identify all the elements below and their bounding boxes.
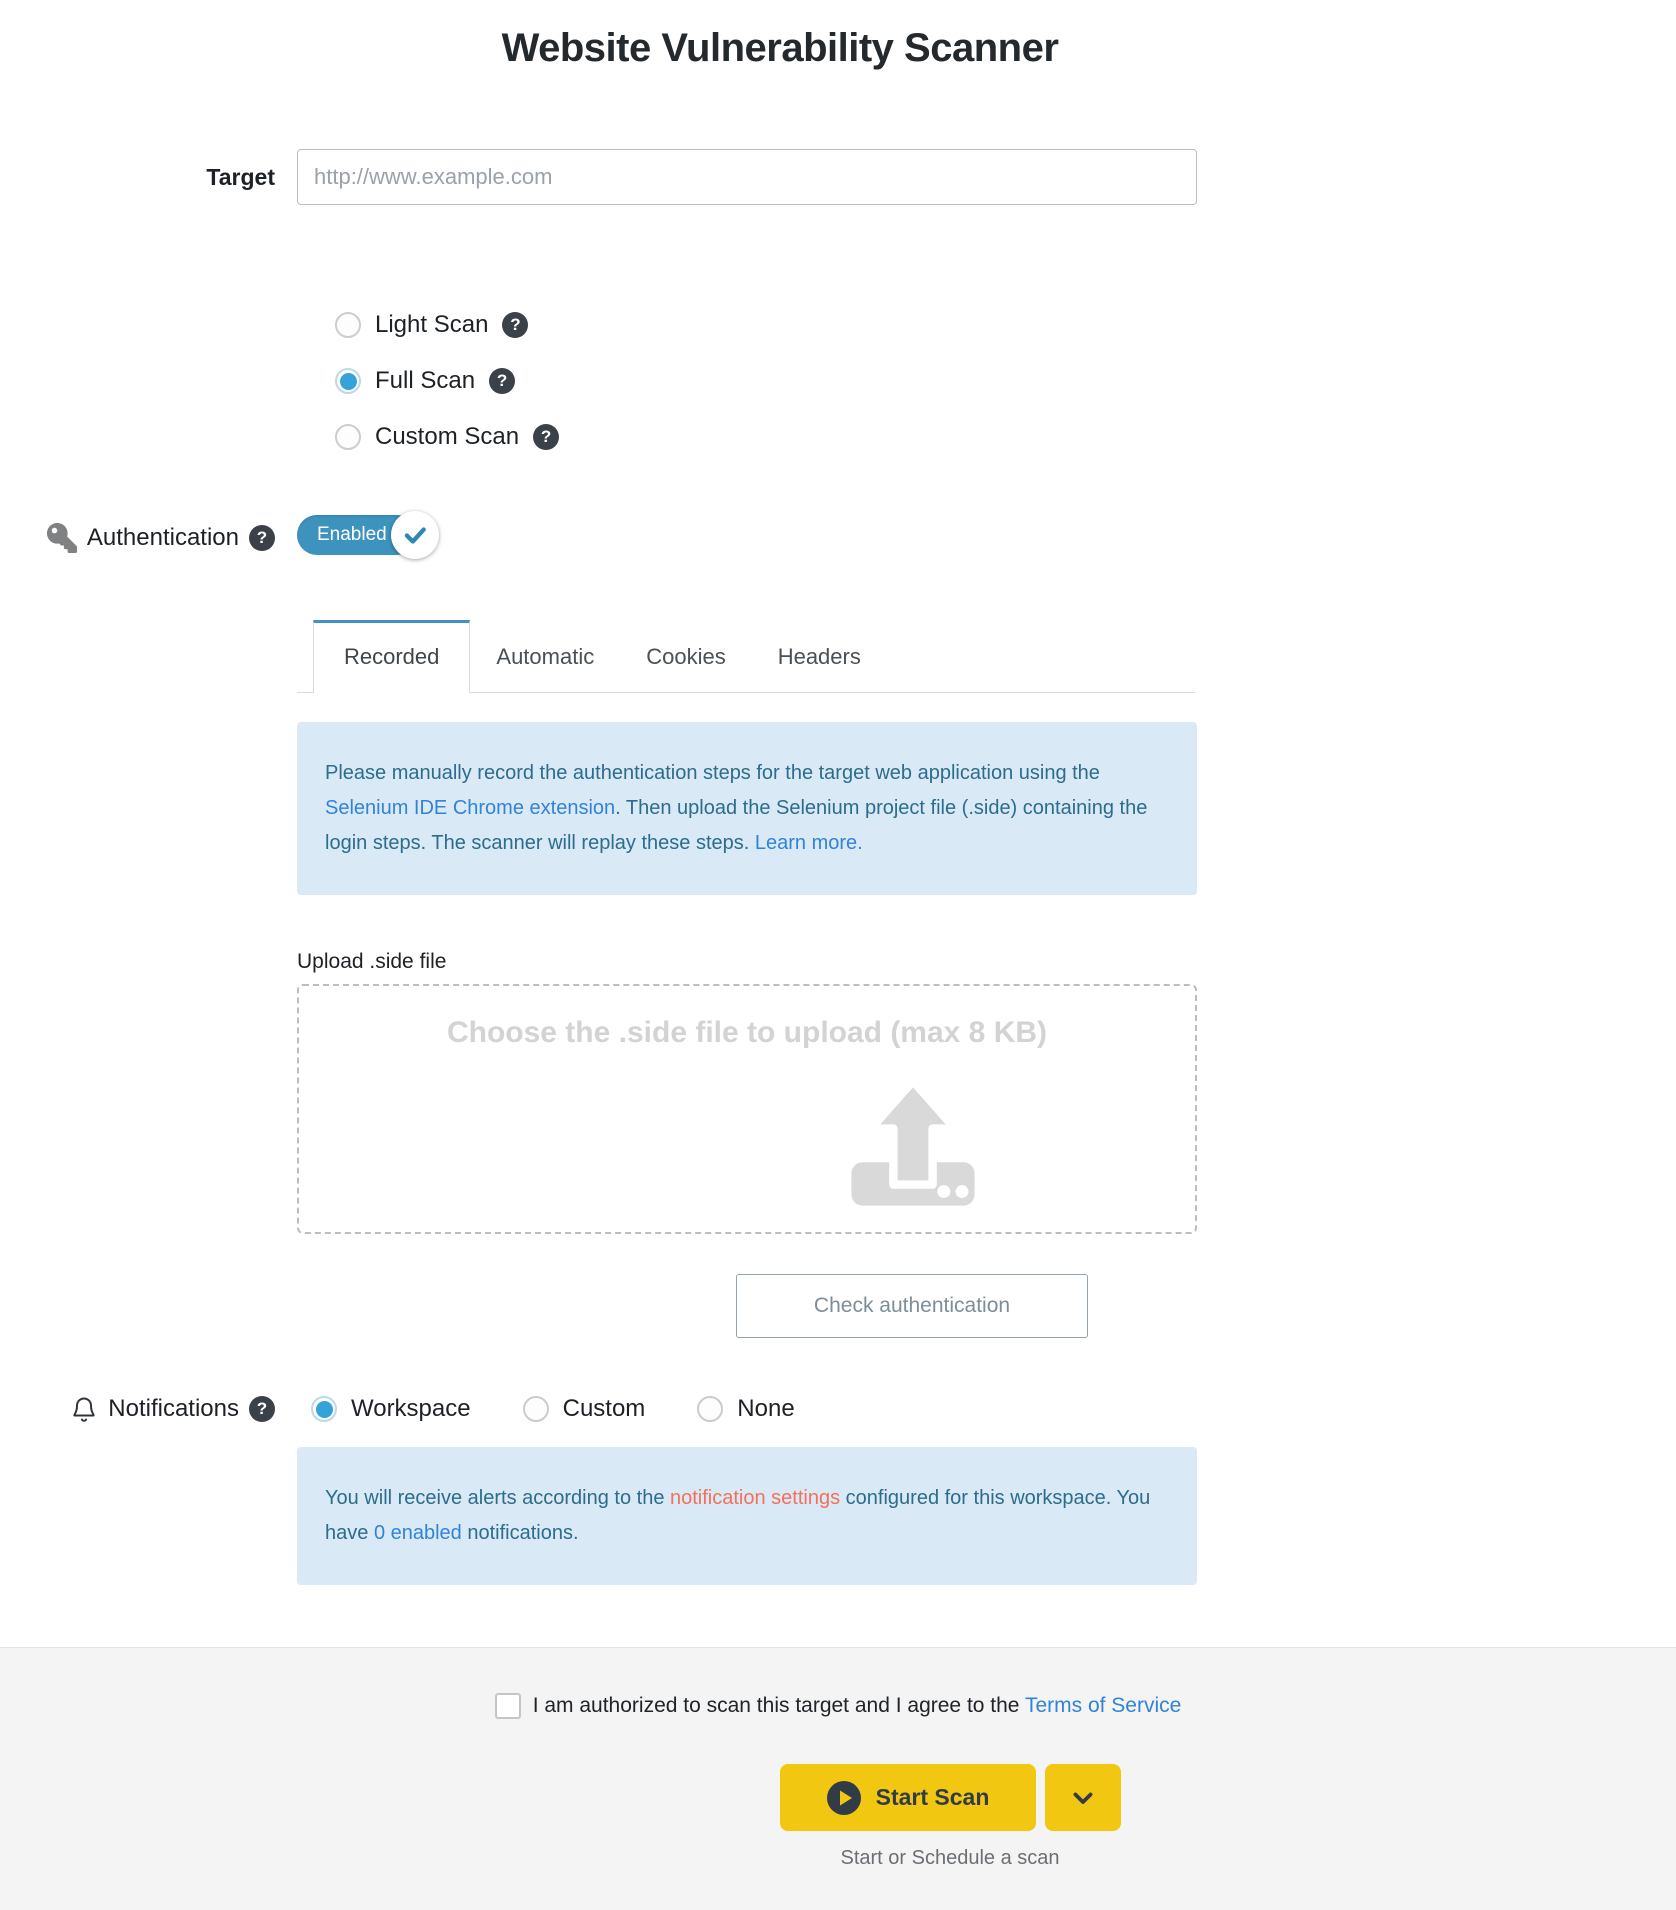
check-authentication-button[interactable]: Check authentication [736,1274,1088,1338]
help-icon[interactable] [249,1396,275,1422]
radio-custom-label: Custom [562,1395,646,1422]
scan-type-row [0,205,1195,465]
start-or-schedule-caption: Start or Schedule a scan [840,1847,1060,1869]
authorization-row [0,1693,1676,1719]
radio-light-scan-label: Light Scan [375,311,489,338]
notifications-info-row [0,1429,1195,1585]
radio-circle[interactable] [697,1396,723,1422]
help-icon[interactable] [489,368,515,394]
target-label: Target [206,163,275,190]
help-icon[interactable] [502,312,528,338]
authorization-text-part: I am authorized to scan this target and I agree to the [532,1694,1025,1717]
radio-circle[interactable] [335,312,361,338]
notif-info-text: configured for this workspace. You have [325,1487,1151,1544]
radio-circle[interactable] [335,368,361,394]
tab-cookies[interactable]: Cookies [646,644,726,669]
footer-bar [0,1647,1676,1910]
radio-full-scan[interactable] [335,353,1195,409]
checkmark-icon [402,522,428,548]
notif-info-text: notifications. [461,1522,579,1544]
target-row [0,149,1195,205]
radio-custom-scan-label: Custom Scan [375,423,520,450]
auth-info-text: . Then upload the Selenium project file (.side) containing the login steps. The scanner will replay these steps. [325,797,1148,854]
upload-side-file-label: Upload .side file [297,950,447,973]
notif-info-text: You will receive alerts according to the [325,1487,670,1509]
start-scan-button[interactable] [780,1764,1036,1831]
dropzone-placeholder-text: Choose the .side file to upload (max 8 KB) [446,1016,1048,1049]
page-title: Website Vulnerability Scanner [501,26,1059,70]
auth-info-box [297,722,1197,895]
terms-of-service-link[interactable]: Terms of Service [1024,1694,1182,1717]
bell-icon [70,1395,98,1423]
radio-workspace-label: Workspace [351,1395,471,1422]
authorization-text [533,1694,1182,1718]
learn-more-link[interactable]: Learn more. [754,832,863,854]
radio-light-scan[interactable] [335,297,1195,353]
tab-recorded[interactable]: Recorded [313,620,470,693]
target-input[interactable] [297,149,1197,205]
radio-none[interactable] [697,1389,794,1429]
radio-custom[interactable] [523,1389,646,1429]
start-scan-label: Start Scan [875,1784,990,1810]
radio-circle[interactable] [523,1396,549,1422]
authentication-label: Authentication [86,523,239,551]
radio-circle[interactable] [335,424,361,450]
selenium-extension-link[interactable]: Selenium IDE Chrome extension [325,797,616,819]
notifications-info-box [297,1447,1197,1585]
play-icon [826,1780,862,1816]
auth-tabs [297,620,1195,693]
authentication-toggle[interactable] [297,511,439,559]
authorization-checkbox[interactable] [495,1693,521,1719]
radio-workspace[interactable] [311,1389,471,1429]
auth-tabs-row [0,620,1195,1338]
tab-headers[interactable]: Headers [777,644,861,669]
notification-options [297,1389,1195,1429]
toggle-pill[interactable]: Enabled [297,515,417,555]
scanner-form [0,149,1195,1585]
schedule-dropdown-button[interactable] [1045,1764,1121,1831]
enabled-notifications-link[interactable]: 0 enabled [373,1522,462,1544]
authentication-row [0,511,1195,564]
help-icon[interactable] [533,424,559,450]
radio-full-scan-label: Full Scan [375,367,476,394]
tab-automatic[interactable]: Automatic [496,644,595,669]
notification-settings-link[interactable]: notification settings [670,1487,841,1509]
radio-custom-scan[interactable] [335,409,1195,465]
notifications-label: Notifications [108,1395,239,1422]
side-file-dropzone[interactable] [297,984,1197,1234]
toggle-knob[interactable] [391,511,439,559]
scan-type-options [297,297,1195,465]
key-icon [47,523,77,553]
chevron-down-icon [1069,1784,1097,1812]
auth-info-text: Please manually record the authentication steps for the target web application using the [325,762,1100,784]
scan-buttons-row [112,1764,1676,1831]
radio-circle[interactable] [311,1396,337,1422]
upload-icon [842,1074,984,1214]
radio-none-label: None [737,1395,795,1422]
notifications-row [0,1389,1195,1429]
help-icon[interactable] [249,525,275,551]
page-header [0,0,1560,71]
